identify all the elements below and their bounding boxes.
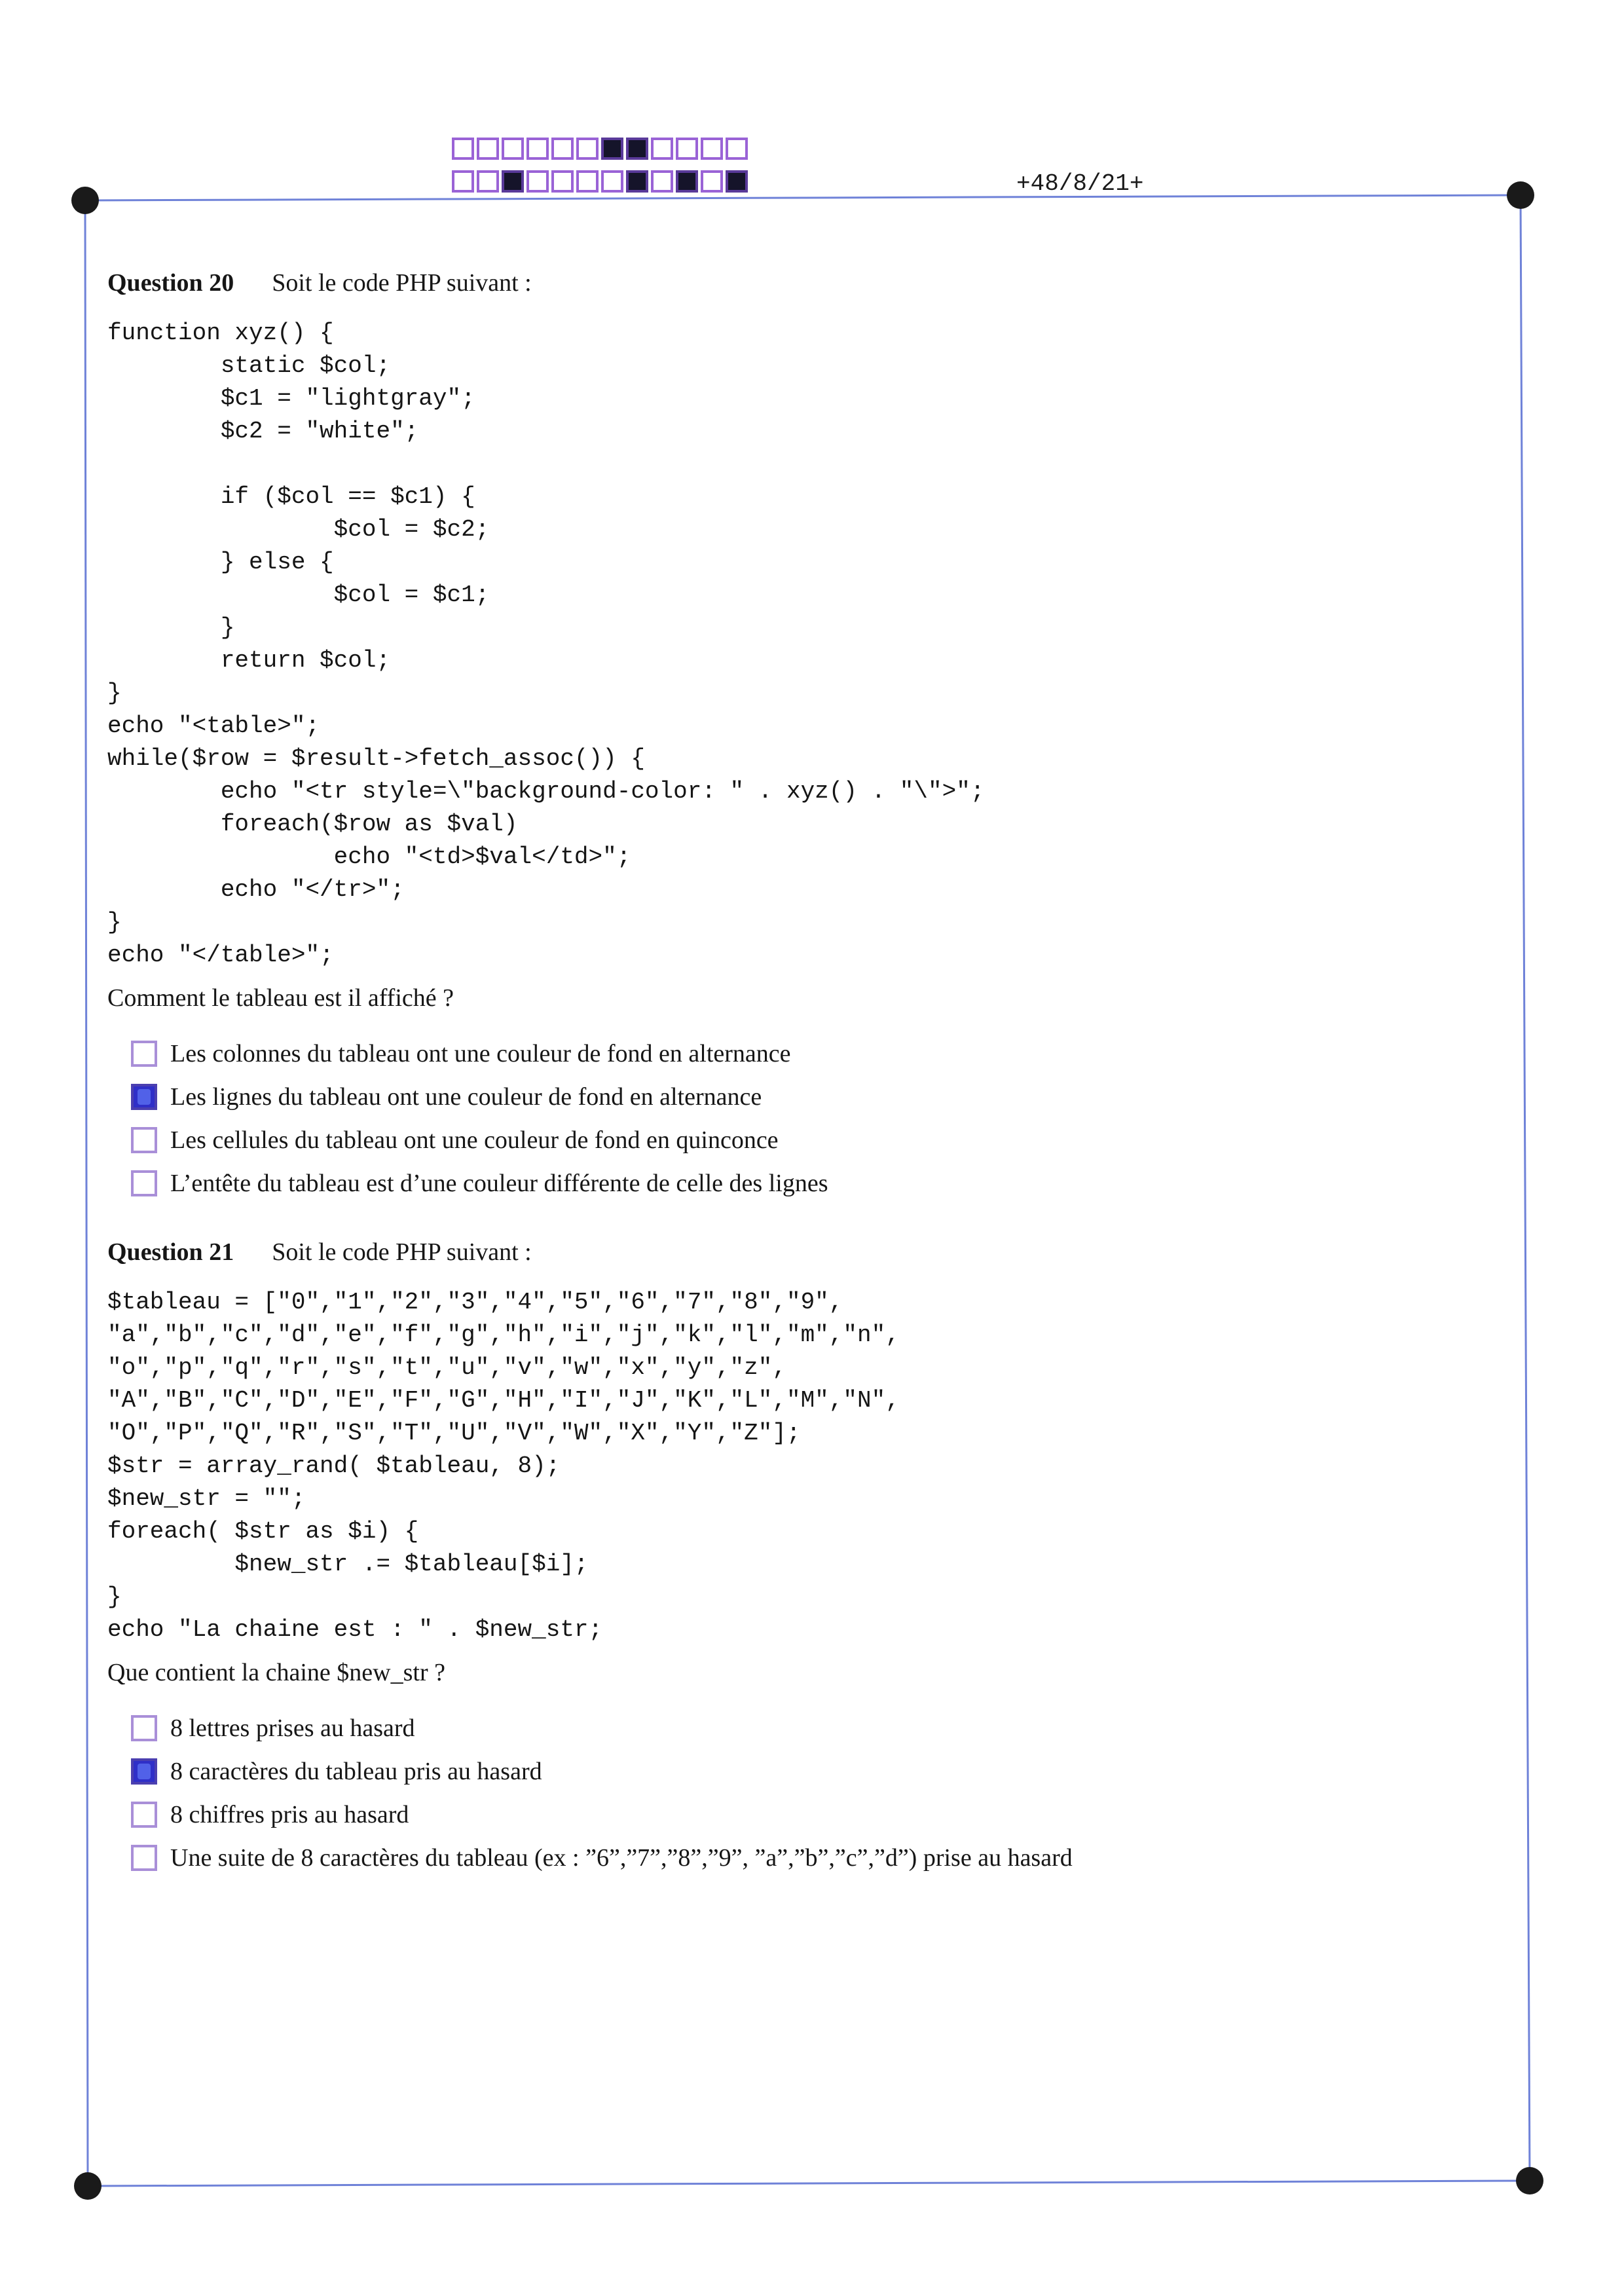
code-cell <box>701 138 723 160</box>
code-cell <box>502 170 524 193</box>
answer-option[interactable] <box>131 1119 1509 1162</box>
page-content <box>107 268 1509 1912</box>
code-cell <box>551 170 574 193</box>
question-label: Question 20 <box>107 269 234 297</box>
code-line: } <box>107 680 122 707</box>
question-prompt: Comment le tableau est il affiché ? <box>107 984 454 1012</box>
code-line: } else { <box>107 549 334 576</box>
code-cell <box>576 170 599 193</box>
checkbox-checked[interactable] <box>131 1758 157 1785</box>
binary-code-row-1 <box>452 138 748 160</box>
code-line: if ($col == $c1) { <box>107 483 475 510</box>
answer-option[interactable] <box>131 1075 1509 1119</box>
answer-text: Les lignes du tableau ont une couleur de fond en alternance <box>170 1083 762 1111</box>
question-prompt: Que contient la chaine $new_str ? <box>107 1659 445 1686</box>
answer-option[interactable] <box>131 1836 1509 1879</box>
code-line: } <box>107 909 122 936</box>
answer-text: Les colonnes du tableau ont une couleur de fond en alternance <box>170 1040 791 1067</box>
code-line: $col = $c1; <box>107 582 490 608</box>
code-line: "A","B","C","D","E","F","G","H","I","J","K","L","M","N", <box>107 1387 900 1414</box>
answer-option[interactable] <box>131 1032 1509 1075</box>
code-cell <box>551 138 574 160</box>
code-cell <box>701 170 723 193</box>
checkbox[interactable] <box>131 1845 157 1871</box>
code-cell <box>651 138 673 160</box>
question-intro: Soit le code PHP suivant : <box>272 269 532 297</box>
code-cell <box>601 138 623 160</box>
code-line: } <box>107 1583 122 1610</box>
php-code-block <box>107 1286 1509 1646</box>
code-line: $c2 = "white"; <box>107 418 419 445</box>
answer-text: 8 caractères du tableau pris au hasard <box>170 1758 542 1785</box>
answer-text: Une suite de 8 caractères du tableau (ex : ”6”,”7”,”8”,”9”, ”a”,”b”,”c”,”d”) prise au hasard <box>170 1844 1073 1872</box>
code-line: $new_str .= $tableau[$i]; <box>107 1551 589 1578</box>
code-cell <box>526 170 549 193</box>
answer-option[interactable] <box>131 1707 1509 1750</box>
question-21 <box>107 1238 1509 1879</box>
code-cell <box>502 138 524 160</box>
code-cell <box>726 138 748 160</box>
code-line: echo "</tr>"; <box>107 876 405 903</box>
code-line: function xyz() { <box>107 320 334 346</box>
checkbox-checked[interactable] <box>131 1084 157 1110</box>
code-cell <box>651 170 673 193</box>
checkbox[interactable] <box>131 1170 157 1196</box>
answer-text: L’entête du tableau est d’une couleur différente de celle des lignes <box>170 1170 828 1197</box>
code-line: echo "La chaine est : " . $new_str; <box>107 1616 603 1643</box>
answer-option[interactable] <box>131 1750 1509 1793</box>
code-cell <box>576 138 599 160</box>
code-line: while($row = $result->fetch_assoc()) { <box>107 745 645 772</box>
code-cell <box>477 138 499 160</box>
answer-list <box>131 1032 1509 1205</box>
question-title <box>107 268 1509 297</box>
code-line: foreach($row as $val) <box>107 811 518 838</box>
code-cell <box>452 138 474 160</box>
code-cell <box>477 170 499 193</box>
code-line: } <box>107 614 235 641</box>
answer-list <box>131 1707 1509 1879</box>
code-line: echo "<tr style=\"background-color: " . xyz() . "\">"; <box>107 778 985 805</box>
corner-marker-top-right <box>1507 181 1534 209</box>
code-cell <box>676 138 698 160</box>
php-code-block <box>107 317 1509 972</box>
code-line: static $col; <box>107 352 391 379</box>
answer-text: 8 chiffres pris au hasard <box>170 1801 409 1828</box>
answer-option[interactable] <box>131 1793 1509 1836</box>
answer-option[interactable] <box>131 1162 1509 1205</box>
sheet-id: +48/8/21+ <box>1016 170 1144 197</box>
answer-text: 8 lettres prises au hasard <box>170 1714 415 1742</box>
code-cell <box>526 138 549 160</box>
code-cell <box>626 170 648 193</box>
corner-marker-bottom-left <box>74 2172 101 2200</box>
checkbox[interactable] <box>131 1041 157 1067</box>
code-cell <box>676 170 698 193</box>
question-20 <box>107 268 1509 1205</box>
code-line: return $col; <box>107 647 391 674</box>
corner-marker-bottom-right <box>1516 2167 1543 2194</box>
checkbox[interactable] <box>131 1715 157 1741</box>
answer-text: Les cellules du tableau ont une couleur de fond en quinconce <box>170 1126 779 1154</box>
code-line: echo "</table>"; <box>107 942 334 969</box>
question-intro: Soit le code PHP suivant : <box>272 1238 532 1266</box>
code-line: $str = array_rand( $tableau, 8); <box>107 1453 561 1479</box>
code-line: echo "<table>"; <box>107 713 320 739</box>
checkbox[interactable] <box>131 1127 157 1153</box>
code-line: "O","P","Q","R","S","T","U","V","W","X","Y","Z"]; <box>107 1420 801 1447</box>
code-line: "o","p","q","r","s","t","u","v","w","x","y","z", <box>107 1354 786 1381</box>
code-line: $c1 = "lightgray"; <box>107 385 475 412</box>
code-cell <box>626 138 648 160</box>
corner-marker-top-left <box>71 187 99 214</box>
code-cell <box>601 170 623 193</box>
code-line: echo "<td>$val</td>"; <box>107 843 631 870</box>
code-cell <box>726 170 748 193</box>
code-line: foreach( $str as $i) { <box>107 1518 419 1545</box>
code-line: $col = $c2; <box>107 516 490 543</box>
question-title <box>107 1238 1509 1267</box>
question-label: Question 21 <box>107 1238 234 1266</box>
code-line: $new_str = ""; <box>107 1485 306 1512</box>
binary-code-row-2 <box>452 170 748 193</box>
code-cell <box>452 170 474 193</box>
code-line: "a","b","c","d","e","f","g","h","i","j","k","l","m","n", <box>107 1322 900 1348</box>
code-line: $tableau = ["0","1","2","3","4","5","6","7","8","9", <box>107 1289 843 1316</box>
checkbox[interactable] <box>131 1802 157 1828</box>
